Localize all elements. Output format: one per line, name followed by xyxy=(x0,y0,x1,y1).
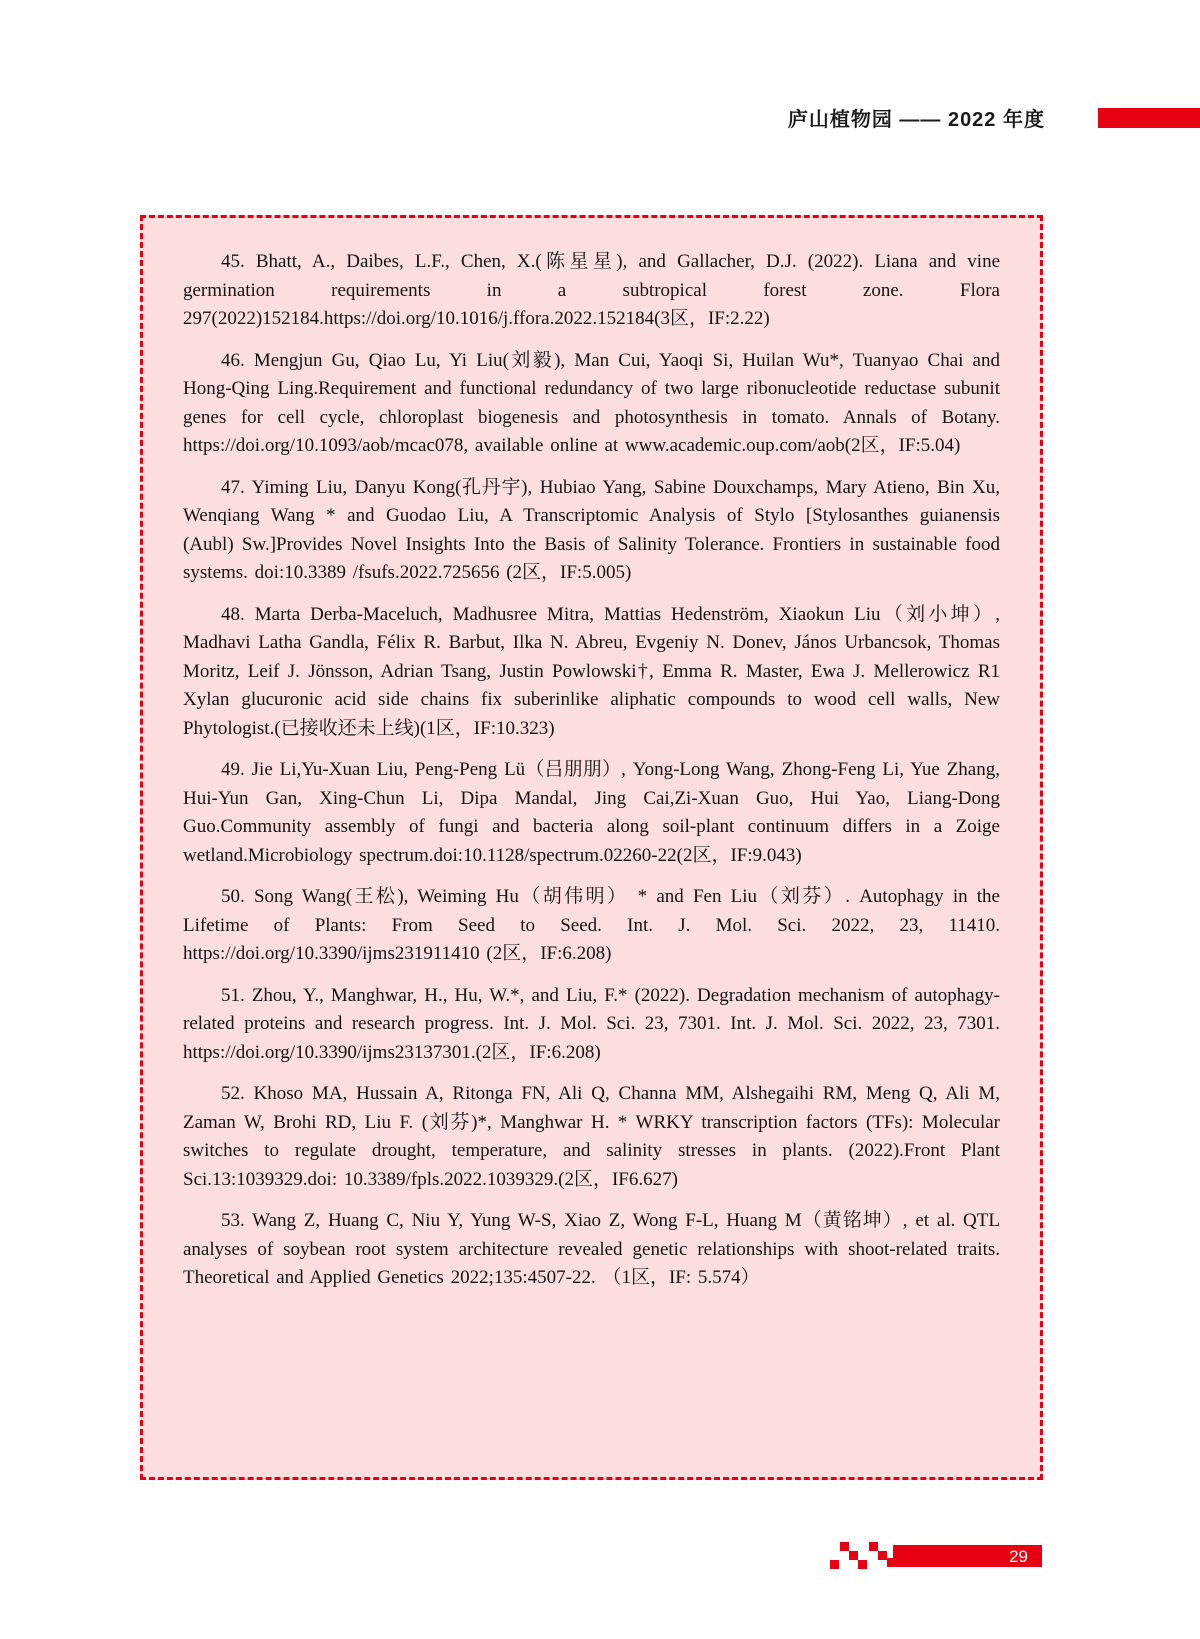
reference-item-47: 47. Yiming Liu, Danyu Kong(孔丹宇), Hubiao Yang, Sabine Douxchamps, Mary Atieno, Bin Xu, Wenqiang Wang * and Guodao Liu, A Transcriptomic Analysis of Stylo [Stylosanthes guianensis (Aubl) Sw.]Provides Novel Insights Into the Basis of Salinity Tolerance. Frontiers in sustainable food systems. doi:10.3389 /fsufs.2022.725656 (2区，IF:5.005) xyxy=(183,476,1000,583)
reference-item-45: 45. Bhatt, A., Daibes, L.F., Chen, X.(陈星星), and Gallacher, D.J. (2022). Liana and vine germination requirements in a subtropical forest zone. Flora 297(2022)152184.https://doi.org/10.1016/j.ffora.2022.152184(3区，IF:2.22) xyxy=(183,251,1000,329)
page-number: 29 xyxy=(1009,1546,1028,1566)
reference-item-48: 48. Marta Derba-Maceluch, Madhusree Mitra, Mattias Hedenström, Xiaokun Liu（刘小坤）, Madhavi Latha Gandla, Félix R. Barbut, Ilka N. Abreu, Evgeniy N. Donev, János Urbancsok, Thomas Moritz, Leif J. Jönsson, Adrian Tsang, Justin Powlowski†, Emma R. Master, Ewa J. Mellerowicz R1 Xylan glucuronic acid side chains fix suberinlike aliphatic compounds to wood cell walls, New Phytologist.(已接收还未上线)(1区，IF:10.323) xyxy=(183,603,1000,739)
page-header-title: 庐山植物园 —— 2022 年度 xyxy=(787,109,1045,131)
publication-list-box xyxy=(140,215,1043,1480)
header-red-bar xyxy=(1098,108,1200,128)
reference-item-49: 49. Jie Li,Yu-Xuan Liu, Peng-Peng Lü（吕朋朋）, Yong-Long Wang, Zhong-Feng Li, Yue Zhang, Hui-Yun Gan, Xing-Chun Li, Dipa Mandal, Jing Cai,Zi-Xuan Guo, Hui Yao, Liang-Dong Guo.Community assembly of fungi and bacteria along soil-plant continuum differs in a Zoige wetland.Microbiology spectrum.doi:10.1128/spectrum.02260-22(2区，IF:9.043) xyxy=(183,759,1000,866)
reference-item-52: 52. Khoso MA, Hussain A, Ritonga FN, Ali Q, Channa MM, Alshegaihi RM, Meng Q, Ali M, Zaman W, Brohi RD, Liu F. (刘芬)*, Manghwar H. * WRKY transcription factors (TFs): Molecular switches to regulate drought, temperature, and salinity stresses in plants. (2022).Front Plant Sci.13:1039329.doi: 10.3389/fpls.2022.1039329.(2区，IF6.627) xyxy=(183,1083,1000,1190)
reference-item-46: 46. Mengjun Gu, Qiao Lu, Yi Liu(刘毅), Man Cui, Yaoqi Si, Huilan Wu*, Tuanyao Chai and Hong-Qing Ling.Requirement and functional redundancy of two large ribonucleotide reductase subunit genes for cell cycle, chloroplast biogenesis and photosynthesis in tomato. Annals of Botany. https://doi.org/10.1093/aob/mcac078, available online at www.academic.oup.com/aob(2区，IF:5.04) xyxy=(183,349,1000,456)
reference-item-53: 53. Wang Z, Huang C, Niu Y, Yung W-S, Xiao Z, Wong F-L, Huang M（黄铭坤）, et al. QTL analyses of soybean root system architecture revealed genetic relationships with shoot-related traits. Theoretical and Applied Genetics 2022;135:4507-22. （1区，IF: 5.574） xyxy=(183,1210,1000,1288)
page-number-bar xyxy=(893,1545,1042,1567)
reference-item-51: 51. Zhou, Y., Manghwar, H., Hu, W.*, and Liu, F.* (2022). Degradation mechanism of autophagy-related proteins and research progress. Int. J. Mol. Sci. 23, 7301. Int. J. Mol. Sci. 2022, 23, 7301. https://doi.org/10.3390/ijms23137301.(2区，IF:6.208) xyxy=(183,984,1000,1063)
reference-item-50: 50. Song Wang(王松), Weiming Hu（胡伟明） * and Fen Liu（刘芬）. Autophagy in the Lifetime of Plants: From Seed to Seed. Int. J. Mol. Sci. 2022, 23, 11410. https://doi.org/10.3390/ijms231911410 (2区，IF:6.208) xyxy=(183,886,1000,964)
pixel-checker-decoration xyxy=(826,1542,898,1572)
